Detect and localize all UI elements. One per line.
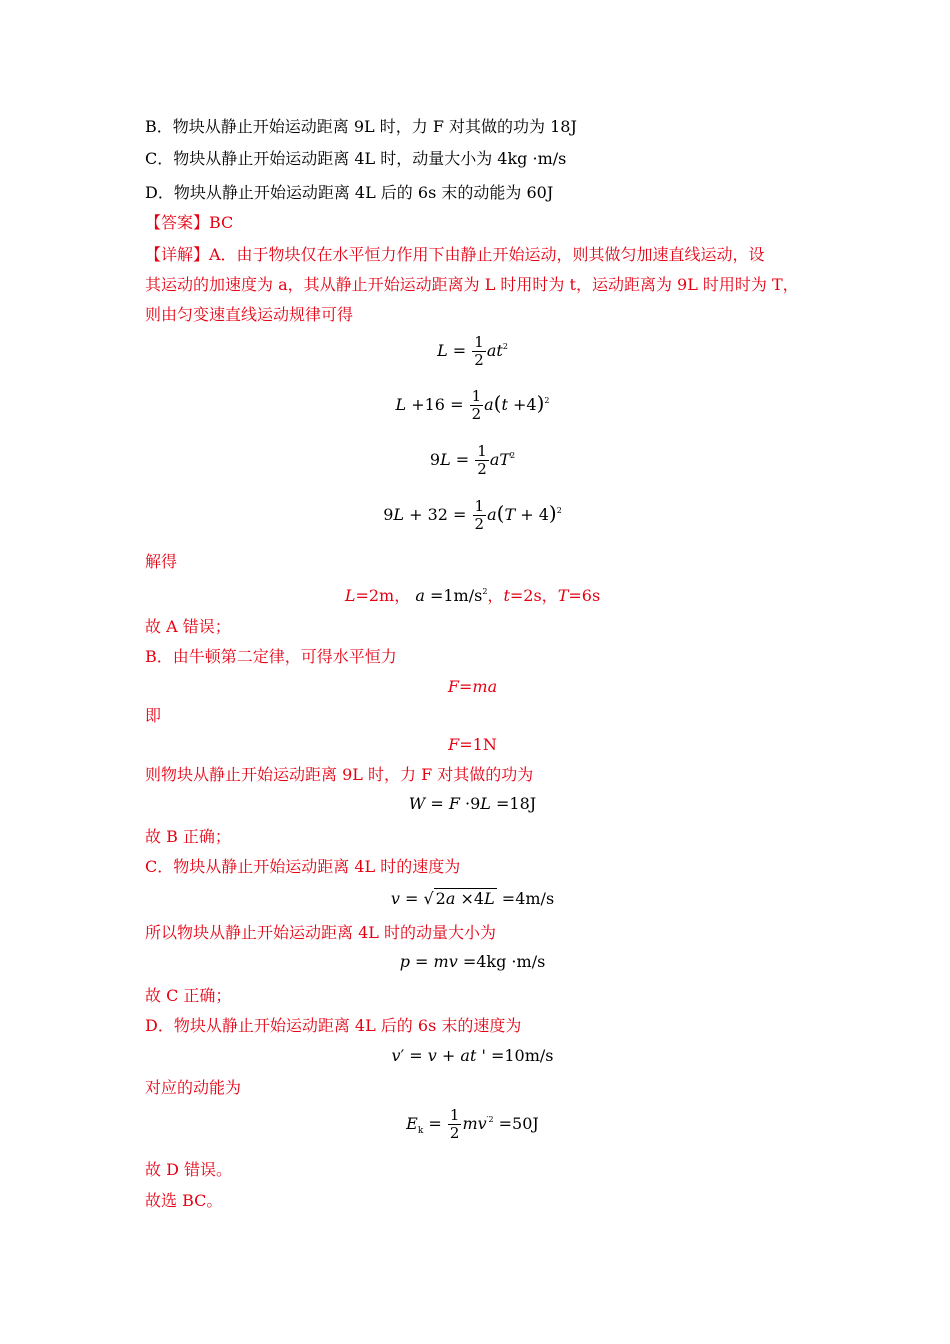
option-b: B．物块从静止开始运动距离 9L 时，力 F 对其做的功为 18J [145, 117, 577, 136]
equation-3: 9L = $\frac{1}{2}$ $aT^2$ [429, 442, 516, 478]
equation-f1: F=ma [447, 677, 498, 696]
d-wrong: 故 D 错误。 [145, 1160, 233, 1179]
option-d: D．物块从静止开始运动距离 4L 后的 6s 末的动能为 60J [145, 183, 554, 202]
c-momentum: 所以物块从静止开始运动距离 4L 时的动量大小为 [145, 923, 496, 942]
equation-velocity: v = √ 2a ×4L =4m/s [390, 889, 555, 908]
final-answer: 故选 BC。 [145, 1191, 223, 1210]
detail-line-2: 其运动的加速度为 a，其从静止开始运动距离为 L 时用时为 t，运动距离为 9L 时用时为 T， [145, 275, 799, 294]
equation-momentum: p = mv =4kg ·m/s [399, 952, 546, 971]
d-ke-label: 对应的动能为 [145, 1078, 242, 1097]
a-wrong: 故 A 错误； [145, 617, 231, 636]
equation-velocity-2: v′ = v + at ' =10m/s [391, 1046, 554, 1065]
c-right: 故 C 正确； [145, 986, 232, 1005]
equation-1: L = $\frac{1}{2}$ $at^2$ [437, 333, 508, 369]
detail-line-3: 则由匀变速直线运动规律可得 [145, 305, 354, 324]
results-line: L=2m， $a =1m/s^2$，t=2s，T=6s [344, 586, 601, 605]
d-intro: D．物块从静止开始运动距离 4L 后的 6s 末的速度为 [145, 1016, 522, 1035]
equation-work: W = F ·9L =18J [408, 794, 537, 813]
c-intro: C．物块从静止开始运动距离 4L 时的速度为 [145, 857, 461, 876]
b-intro: B．由牛顿第二定律，可得水平恒力 [145, 647, 397, 666]
equation-kinetic-energy: $E_k$ = $\frac{1}{2}$ $mv^{'2} =50J$ [406, 1106, 539, 1142]
answer-line: 【答案】BC [145, 213, 234, 232]
option-c: C．物块从静止开始运动距离 4L 时，动量大小为 4kg ·m/s [145, 149, 567, 168]
b-right: 故 B 正确； [145, 827, 231, 846]
equation-f2: F=1N [448, 735, 497, 754]
solve-label: 解得 [145, 552, 178, 571]
ji-label: 即 [145, 706, 162, 725]
b-work: 则物块从静止开始运动距离 9L 时，力 F 对其做的功为 [145, 765, 534, 784]
detail-line-1: 【详解】A．由于物块仅在水平恒力作用下由静止开始运动，则其做匀加速直线运动，设 [145, 245, 765, 264]
equation-2: L +16 = $\frac{1}{2}$ $a(t +4)^2$ [395, 387, 550, 423]
equation-4: 9L + 32 = $\frac{1}{2}$ $a(T + 4)^2$ [383, 497, 562, 533]
